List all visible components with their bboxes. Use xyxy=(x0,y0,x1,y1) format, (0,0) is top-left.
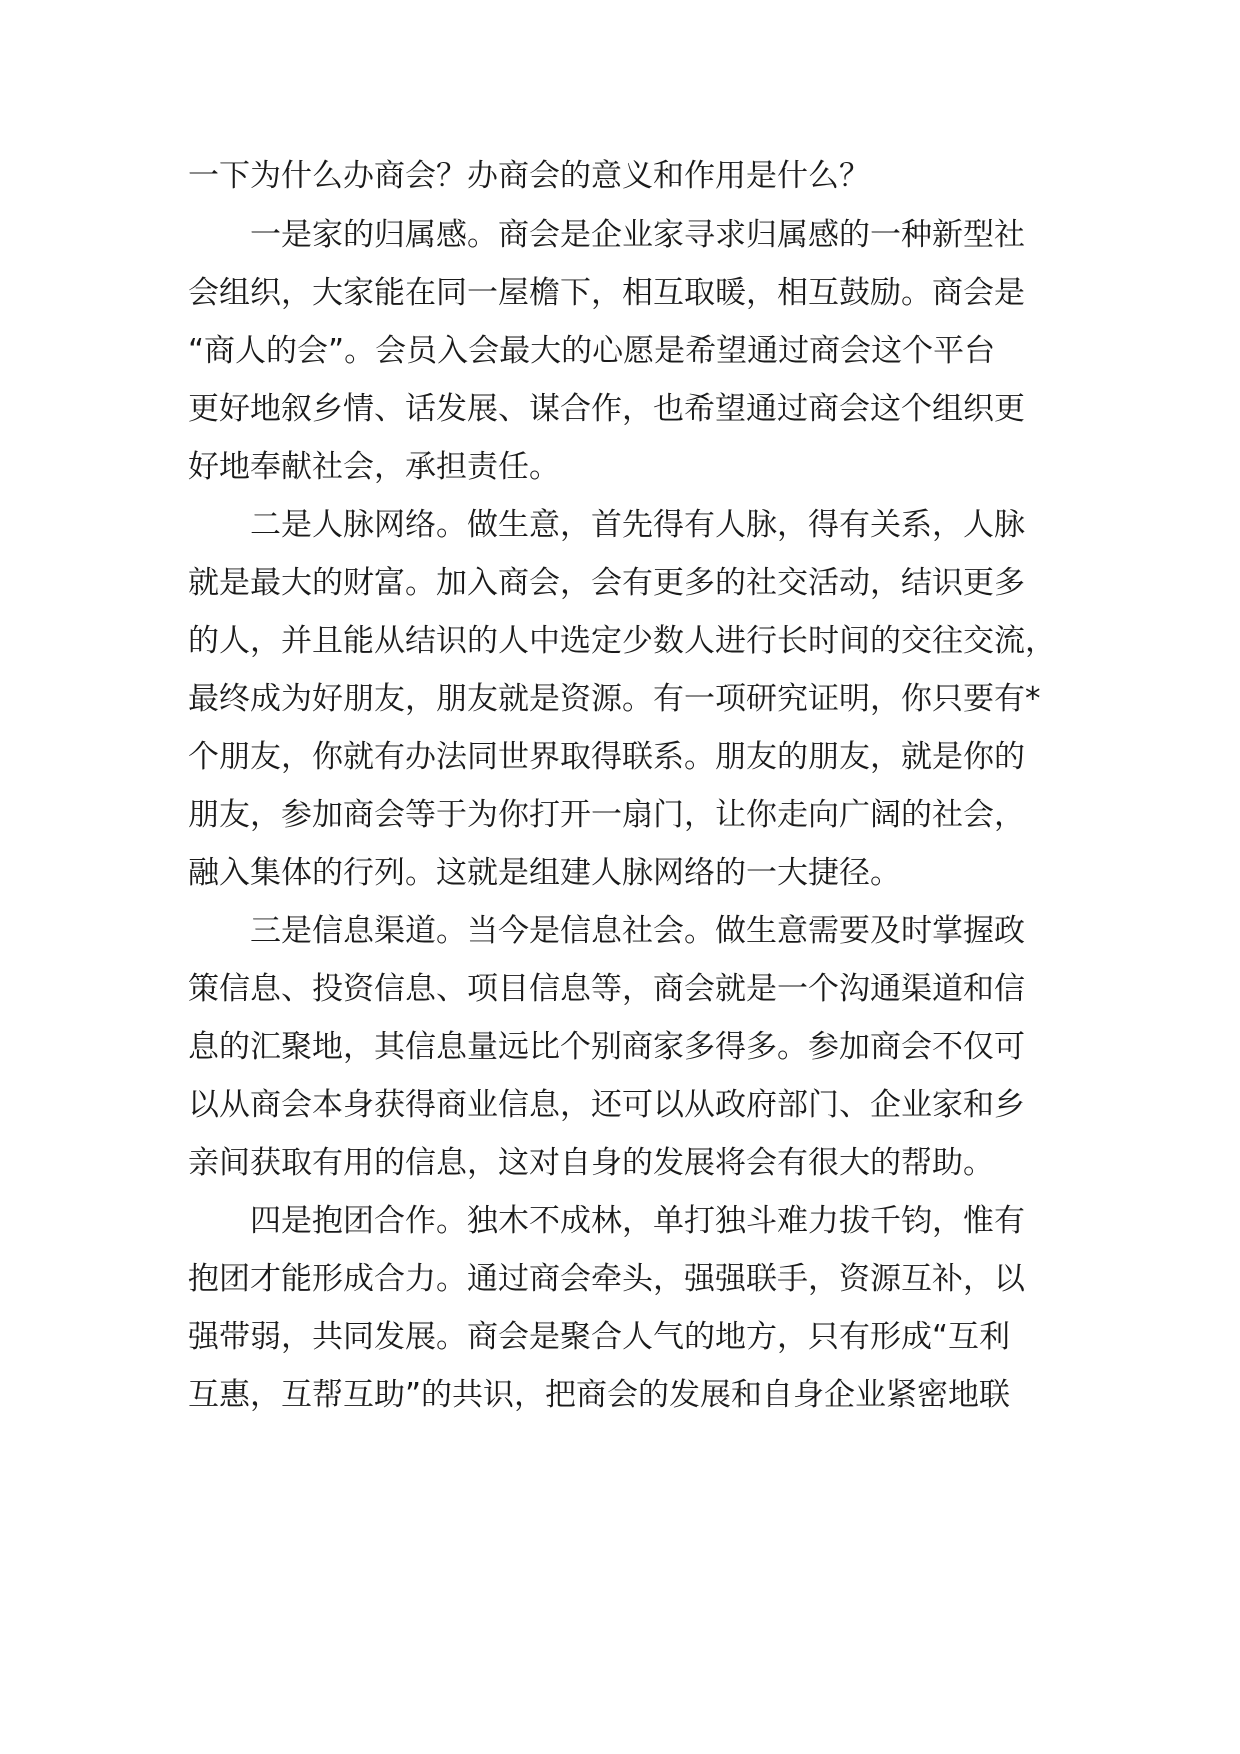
text-line: 朋友，参加商会等于为你打开一扇门，让你走向广阔的社会， xyxy=(188,797,1025,833)
text-line: 互惠，互帮互助”的共识，把商会的发展和自身企业紧密地联 xyxy=(188,1377,1011,1413)
text-line: 个朋友，你就有办法同世界取得联系。朋友的朋友，就是你的 xyxy=(188,739,1025,775)
text-line: 的人，并且能从结识的人中选定少数人进行长时间的交往交流， xyxy=(188,623,1056,659)
text-line: 融入集体的行列。这就是组建人脉网络的一大捷径。 xyxy=(188,855,901,891)
text-line: 策信息、投资信息、项目信息等，商会就是一个沟通渠道和信 xyxy=(188,971,1025,1007)
text-line: 好地奉献社会，承担责任。 xyxy=(188,449,560,485)
text-line: 最终成为好朋友，朋友就是资源。有一项研究证明，你只要有* xyxy=(188,681,1041,717)
text-line: 更好地叙乡情、话发展、谋合作，也希望通过商会这个组织更 xyxy=(188,391,1025,427)
text-line: 息的汇聚地，其信息量远比个别商家多得多。参加商会不仅可 xyxy=(188,1029,1025,1065)
text-line: 会组织，大家能在同一屋檐下，相互取暖，相互鼓励。商会是 xyxy=(188,275,1025,311)
paragraph-start-line: 一是家的归属感。商会是企业家寻求归属感的一种新型社 xyxy=(250,217,1025,253)
text-line: 强带弱，共同发展。商会是聚合人气的地方，只有形成“互利 xyxy=(188,1319,1011,1355)
text-line: 一下为什么办商会？办商会的意义和作用是什么？ xyxy=(188,158,870,194)
paragraph-start-line: 三是信息渠道。当今是信息社会。做生意需要及时掌握政 xyxy=(250,913,1025,949)
text-line: 抱团才能形成合力。通过商会牵头，强强联手，资源互补，以 xyxy=(188,1261,1025,1297)
text-line: “商人的会”。会员入会最大的心愿是希望通过商会这个平台 xyxy=(188,333,996,369)
paragraph-start-line: 四是抱团合作。独木不成林，单打独斗难力拔千钧，惟有 xyxy=(250,1203,1025,1239)
text-line: 亲间获取有用的信息，这对自身的发展将会有很大的帮助。 xyxy=(188,1145,994,1181)
paragraph-start-line: 二是人脉网络。做生意，首先得有人脉，得有关系，人脉 xyxy=(250,507,1025,543)
text-line: 以从商会本身获得商业信息，还可以从政府部门、企业家和乡 xyxy=(188,1087,1025,1123)
text-line: 就是最大的财富。加入商会，会有更多的社交活动，结识更多 xyxy=(188,565,1025,601)
